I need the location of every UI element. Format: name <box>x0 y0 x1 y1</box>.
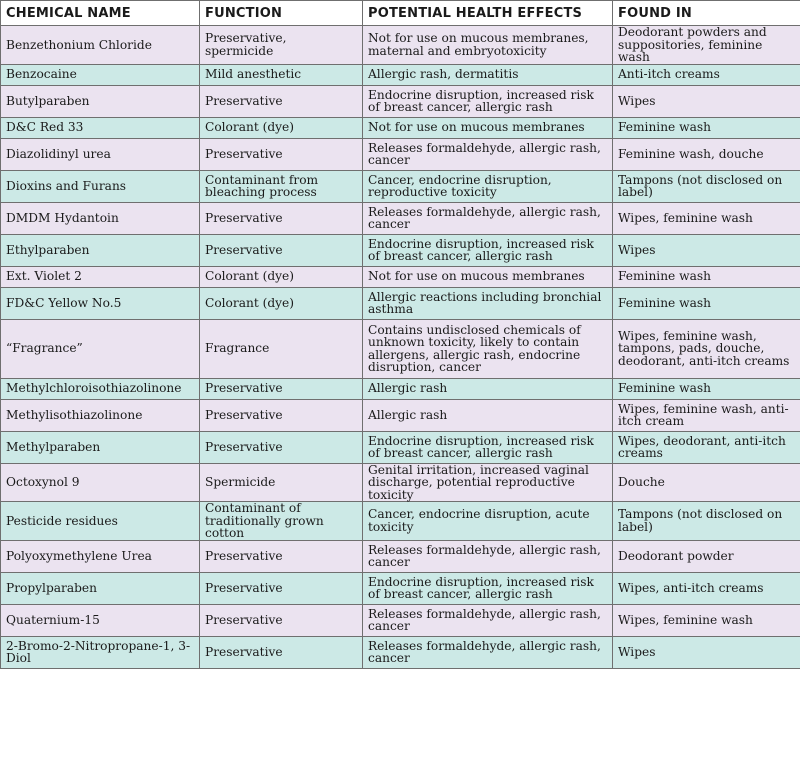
health-effects-cell: Releases formaldehyde, allergic rash, cancer <box>363 636 613 668</box>
table-row <box>1 378 800 399</box>
table-row <box>1 287 800 319</box>
function-cell: Preservative <box>200 202 363 234</box>
health-effects-cell: Not for use on mucous membranes <box>363 266 613 287</box>
found-in-cell: Wipes <box>613 636 800 668</box>
table-row <box>1 117 800 138</box>
found-in-cell: Anti-itch creams <box>613 64 800 85</box>
chemical-name-cell: Benzethonium Chloride <box>1 26 200 65</box>
chemical-name-cell: Ethylparaben <box>1 234 200 266</box>
chemical-name-cell: Benzocaine <box>1 64 200 85</box>
chemical-name-cell: D&C Red 33 <box>1 117 200 138</box>
function-cell: Preservative, spermicide <box>200 26 363 65</box>
function-cell: Preservative <box>200 431 363 463</box>
table-row <box>1 431 800 463</box>
chemical-name-cell: Propylparaben <box>1 572 200 604</box>
chemical-name-cell: Octoxynol 9 <box>1 463 200 502</box>
health-effects-cell: Allergic rash <box>363 378 613 399</box>
found-in-cell: Wipes, feminine wash <box>613 604 800 636</box>
table-row <box>1 463 800 502</box>
function-cell: Preservative <box>200 604 363 636</box>
chemical-name-cell: Methylisothiazolinone <box>1 399 200 431</box>
chemical-name-cell: Methylparaben <box>1 431 200 463</box>
table-row <box>1 319 800 378</box>
health-effects-cell: Releases formaldehyde, allergic rash, cancer <box>363 540 613 572</box>
table-row <box>1 266 800 287</box>
health-effects-cell: Allergic reactions including bronchial asthma <box>363 287 613 319</box>
found-in-cell: Wipes <box>613 234 800 266</box>
table-row <box>1 234 800 266</box>
health-effects-cell: Not for use on mucous membranes <box>363 117 613 138</box>
table-row <box>1 202 800 234</box>
table-row <box>1 636 800 668</box>
chemical-name-cell: Methylchloroisothiazolinone <box>1 378 200 399</box>
health-effects-cell: Endocrine disruption, increased risk of breast cancer, allergic rash <box>363 85 613 117</box>
found-in-cell: Wipes, feminine wash <box>613 202 800 234</box>
function-cell: Contaminant from bleaching process <box>200 170 363 202</box>
found-in-cell: Wipes, feminine wash, anti-itch cream <box>613 399 800 431</box>
function-cell: Preservative <box>200 540 363 572</box>
header-found-in: FOUND IN <box>613 1 800 26</box>
health-effects-cell: Releases formaldehyde, allergic rash, cancer <box>363 138 613 170</box>
table-row <box>1 138 800 170</box>
found-in-cell: Wipes, feminine wash, tampons, pads, douche, deodorant, anti-itch creams <box>613 319 800 378</box>
function-cell: Preservative <box>200 378 363 399</box>
function-cell: Preservative <box>200 234 363 266</box>
health-effects-cell: Releases formaldehyde, allergic rash, cancer <box>363 604 613 636</box>
found-in-cell: Tampons (not disclosed on label) <box>613 170 800 202</box>
chemical-name-cell: DMDM Hydantoin <box>1 202 200 234</box>
chemical-name-cell: FD&C Yellow No.5 <box>1 287 200 319</box>
found-in-cell: Douche <box>613 463 800 502</box>
function-cell: Preservative <box>200 636 363 668</box>
found-in-cell: Feminine wash <box>613 266 800 287</box>
found-in-cell: Wipes, deodorant, anti-itch creams <box>613 431 800 463</box>
health-effects-cell: Cancer, endocrine disruption, reproductive toxicity <box>363 170 613 202</box>
function-cell: Preservative <box>200 85 363 117</box>
health-effects-cell: Genital irritation, increased vaginal discharge, potential reproductive toxicity <box>363 463 613 502</box>
table-row <box>1 85 800 117</box>
table-row <box>1 170 800 202</box>
found-in-cell: Deodorant powder <box>613 540 800 572</box>
found-in-cell: Feminine wash <box>613 117 800 138</box>
health-effects-cell: Endocrine disruption, increased risk of breast cancer, allergic rash <box>363 431 613 463</box>
header-function: FUNCTION <box>200 1 363 26</box>
health-effects-cell: Not for use on mucous membranes, maternal and embryotoxicity <box>363 26 613 65</box>
function-cell: Preservative <box>200 572 363 604</box>
health-effects-cell: Allergic rash <box>363 399 613 431</box>
header-chemical-name: CHEMICAL NAME <box>1 1 200 26</box>
found-in-cell: Deodorant powders and suppositories, feminine wash <box>613 26 800 65</box>
function-cell: Mild anesthetic <box>200 64 363 85</box>
chemical-name-cell: Polyoxymethylene Urea <box>1 540 200 572</box>
health-effects-cell: Allergic rash, dermatitis <box>363 64 613 85</box>
found-in-cell: Wipes <box>613 85 800 117</box>
header-health-effects: POTENTIAL HEALTH EFFECTS <box>363 1 613 26</box>
chemical-name-cell: Pesticide residues <box>1 502 200 541</box>
health-effects-cell: Contains undisclosed chemicals of unknown toxicity, likely to contain allergens, allergic rash, endocrine disruption, cancer <box>363 319 613 378</box>
table-row <box>1 26 800 65</box>
function-cell: Preservative <box>200 138 363 170</box>
table-row <box>1 604 800 636</box>
chemical-name-cell: Quaternium-15 <box>1 604 200 636</box>
table-row <box>1 572 800 604</box>
function-cell: Preservative <box>200 399 363 431</box>
health-effects-cell: Cancer, endocrine disruption, acute toxicity <box>363 502 613 541</box>
table-row <box>1 502 800 541</box>
chemical-name-cell: 2-Bromo-2-Nitropropane-1, 3-Diol <box>1 636 200 668</box>
function-cell: Fragrance <box>200 319 363 378</box>
chemical-name-cell: Diazolidinyl urea <box>1 138 200 170</box>
health-effects-cell: Endocrine disruption, increased risk of breast cancer, allergic rash <box>363 234 613 266</box>
function-cell: Colorant (dye) <box>200 266 363 287</box>
found-in-cell: Feminine wash, douche <box>613 138 800 170</box>
chemical-name-cell: Ext. Violet 2 <box>1 266 200 287</box>
table-row <box>1 64 800 85</box>
found-in-cell: Feminine wash <box>613 378 800 399</box>
chemical-name-cell: “Fragrance” <box>1 319 200 378</box>
function-cell: Colorant (dye) <box>200 287 363 319</box>
health-effects-cell: Releases formaldehyde, allergic rash, cancer <box>363 202 613 234</box>
function-cell: Contaminant of traditionally grown cotton <box>200 502 363 541</box>
function-cell: Spermicide <box>200 463 363 502</box>
found-in-cell: Wipes, anti-itch creams <box>613 572 800 604</box>
header-row <box>1 1 800 26</box>
health-effects-cell: Endocrine disruption, increased risk of breast cancer, allergic rash <box>363 572 613 604</box>
function-cell: Colorant (dye) <box>200 117 363 138</box>
table-row <box>1 399 800 431</box>
found-in-cell: Feminine wash <box>613 287 800 319</box>
table-row <box>1 540 800 572</box>
found-in-cell: Tampons (not disclosed on label) <box>613 502 800 541</box>
chemical-name-cell: Dioxins and Furans <box>1 170 200 202</box>
chemical-name-cell: Butylparaben <box>1 85 200 117</box>
